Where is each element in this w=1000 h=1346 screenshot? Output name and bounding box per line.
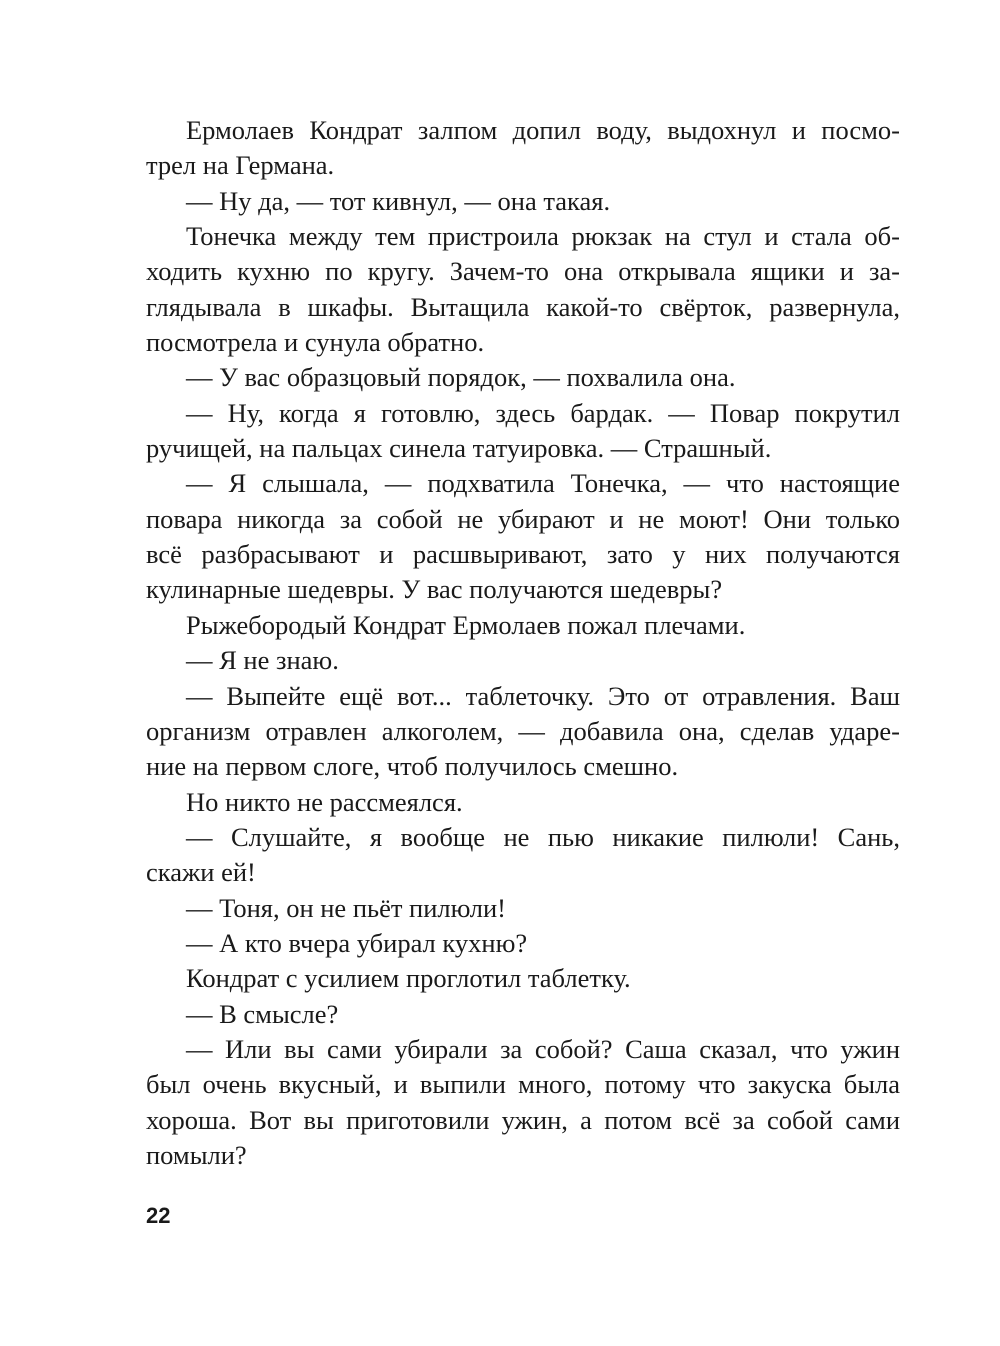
text-line: глядывала в шкафы. Вытащила какой-то свёрток, развернула, (146, 291, 900, 322)
text-line: — В смысле? (186, 998, 339, 1029)
text-line: трел на Германа. (146, 150, 335, 181)
text-line: скажи ей! (146, 857, 256, 888)
body-text (146, 113, 900, 1173)
text-line: организм отравлен алкоголем, — добавила она, сделав ударе- (146, 715, 900, 746)
text-line: ручищей, на пальцах синела татуировка. — Страшный. (146, 433, 772, 464)
text-line: ходить кухню по кругу. Зачем-то она открывала ящики и за- (146, 256, 900, 287)
text-line: — Я слышала, — подхватила Тонечка, — что настоящие (186, 468, 900, 499)
text-line: — У вас образцовый порядок, — похвалила она. (186, 362, 736, 393)
text-line: — Ну да, — тот кивнул, — она такая. (186, 185, 611, 216)
text-line: Рыжебородый Кондрат Ермолаев пожал плечами. (186, 609, 746, 640)
text-line: повара никогда за собой не убирают и не моют! Они только (146, 503, 900, 534)
text-line: был очень вкусный, и выпили много, потому что закуска была (146, 1069, 900, 1100)
text-line: всё разбрасывают и расшвыривают, зато у них получаются (146, 539, 900, 570)
text-line: — Тоня, он не пьёт пилюли! (186, 892, 507, 923)
text-line: — Выпейте ещё вот... таблеточку. Это от отравления. Ваш (186, 680, 900, 711)
text-line: Кондрат с усилием проглотил таблетку. (186, 963, 631, 994)
text-line: кулинарные шедевры. У вас получаются шедевры? (146, 574, 723, 605)
text-line: помыли? (146, 1139, 247, 1170)
page-number: 22 (146, 1203, 171, 1228)
text-line: — Ну, когда я готовлю, здесь бардак. — Повар покрутил (186, 397, 900, 428)
text-line: — А кто вчера убирал кухню? (186, 927, 528, 958)
text-line: — Или вы сами убирали за собой? Саша сказал, что ужин (186, 1033, 900, 1064)
text-line: посмотрела и сунула обратно. (146, 327, 485, 358)
text-line: хороша. Вот вы приготовили ужин, а потом всё за собой сами (146, 1104, 900, 1135)
text-line: Ермолаев Кондрат залпом допил воду, выдохнул и посмо- (186, 115, 900, 145)
text-line: Но никто не рассмеялся. (186, 786, 463, 817)
text-line: Тонечка между тем пристроила рюкзак на стул и стала об- (186, 221, 900, 252)
text-line: ние на первом слоге, чтоб получилось смешно. (146, 751, 679, 782)
text-line: — Я не знаю. (186, 645, 339, 676)
text-line: — Слушайте, я вообще не пью никакие пилюли! Сань, (186, 821, 900, 852)
